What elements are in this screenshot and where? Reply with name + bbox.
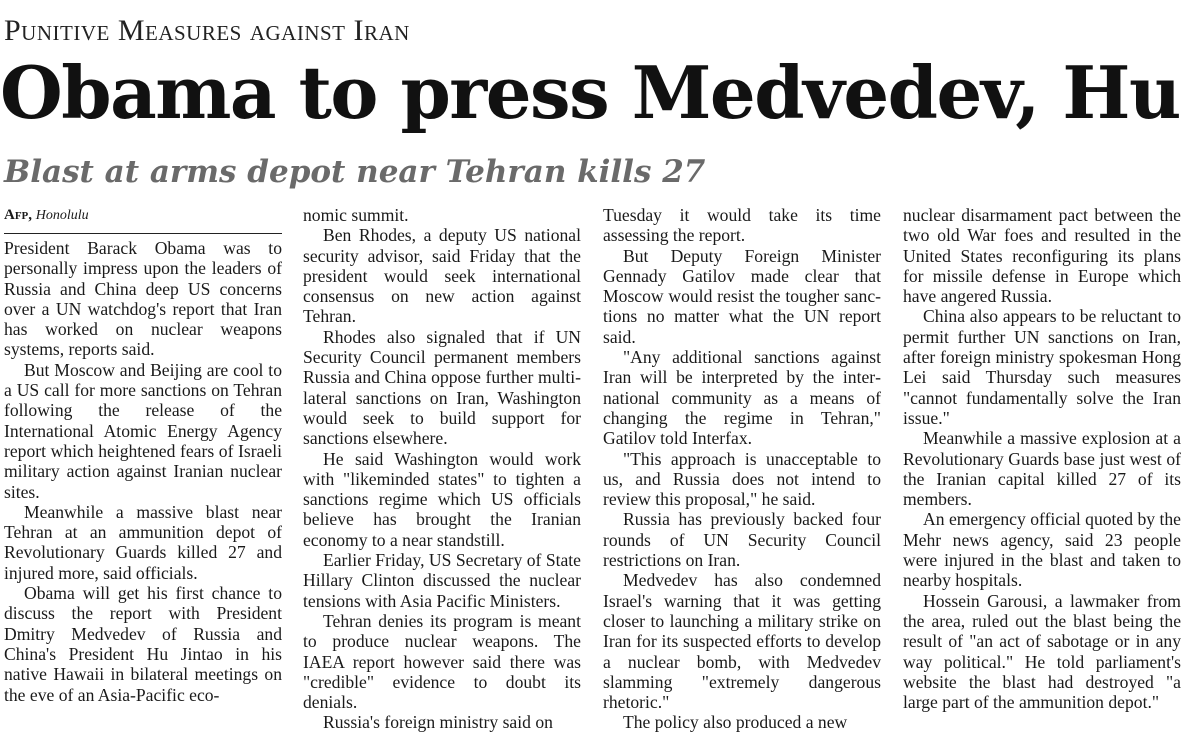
paragraph: Meanwhile a massive blast near Tehran at an ammunition depot of Revolutionary Guards killed 27 and injured more, said officials. xyxy=(4,501,282,583)
article-column-2 xyxy=(303,205,581,733)
paragraph: But Moscow and Beijing are cool to a US call for more sanctions on Tehran following the release of the International Atomic Energy Agency report which heightened fears of Israeli military action against Iranian nuclear sites. xyxy=(4,359,282,502)
byline xyxy=(4,205,282,234)
paragraph: Rhodes also signaled that if UN Security Council permanent members Russia and China oppose further multi-lateral sanctions on Iran, Washington would seek to build support for sanctions elsewhere. xyxy=(303,326,581,449)
headline: Obama to press Medvedev, Hu xyxy=(0,50,1180,135)
subheadline: Blast at arms depot near Tehran kills 27 xyxy=(4,154,706,190)
paragraph: Tehran denies its program is meant to produce nuclear weapons. The IAEA report however said there was "credible" evidence to doubt its denials. xyxy=(303,610,581,713)
byline-agency: Afp, xyxy=(4,207,33,223)
paragraph: But Deputy Foreign Minister Gennady Gatilov made clear that Moscow would resist the tougher sanctions no matter what the UN report said. xyxy=(603,245,881,347)
paragraph: Obama will get his first chance to discuss the report with President Dmitry Medvedev of Russia and China's President Hu Jintao in his native Hawaii in bilateral meetings on the eve of an Asia-Pacific eco- xyxy=(4,583,282,705)
paragraph: Russia's foreign ministry said on xyxy=(323,712,553,733)
article-column-3 xyxy=(603,205,881,733)
paragraph: Russia has previously backed four rounds of UN Security Council restrictions on Iran. xyxy=(603,509,881,571)
paragraph: Earlier Friday, US Secretary of State Hillary Clinton discussed the nuclear tensions with Asia Pacific Ministers. xyxy=(303,550,581,611)
paragraph: Meanwhile a massive explosion at a Revolutionary Guards base just west of the Iranian capital killed 27 of its members. xyxy=(903,428,1181,510)
paragraph: Medvedev has also condemned Israel's warning that it was getting closer to launching a military strike on Iran for its suspected efforts to develop a nuclear bomb, with Medvedev slamming "extremely dangerous rhetoric." xyxy=(603,570,881,713)
paragraph: Tuesday it would take its time assessing the report. xyxy=(603,205,881,246)
byline-place: Honolulu xyxy=(35,208,89,223)
paragraph: The policy also produced a new xyxy=(623,712,848,733)
paragraph: nomic summit. xyxy=(303,205,409,225)
paragraph: An emergency official quoted by the Mehr news agency, said 23 people were injured in the blast and taken to nearby hospitals. xyxy=(903,509,1181,591)
section-kicker: Punitive Measures against Iran xyxy=(4,14,410,47)
paragraph: nuclear disarmament pact between the two old War foes and resulted in the United States reconfiguring its plans for missile defense in Europe which have angered Russia. xyxy=(903,205,1181,307)
paragraph: "Any additional sanctions against Iran will be interpreted by the international community as a means of changing the regime in Tehran," Gatilov told Interfax. xyxy=(603,347,881,449)
article-column-1 xyxy=(4,205,282,716)
paragraph: Ben Rhodes, a deputy US national security advisor, said Friday that the president would seek international consensus on new action against Tehran. xyxy=(303,225,581,327)
article-column-4 xyxy=(903,205,1181,716)
paragraph: China also appears to be reluctant to permit further UN sanctions on Iran, after foreign ministry spokesman Hong Lei said Thursday such measures "cannot fundamentally solve the Iran issue." xyxy=(903,306,1181,428)
paragraph: "This approach is unacceptable to us, and Russia does not intend to review this proposal," he said. xyxy=(603,448,881,510)
paragraph: He said Washington would work with "likeminded states" to tighten a sanctions regime which US officials believe has brought the Iranian economy to a near standstill. xyxy=(303,448,581,550)
paragraph: President Barack Obama was to personally impress upon the leaders of Russia and China deep US concerns over a UN watchdog's report that Iran has worked on nuclear weapons systems, reports said. xyxy=(4,238,282,360)
paragraph: Hossein Garousi, a lawmaker from the area, ruled out the blast being the result of "an act of sabotage or in any way political." He told parliament's website the blast had destroyed "a large part of the ammunition depot." xyxy=(903,590,1181,713)
